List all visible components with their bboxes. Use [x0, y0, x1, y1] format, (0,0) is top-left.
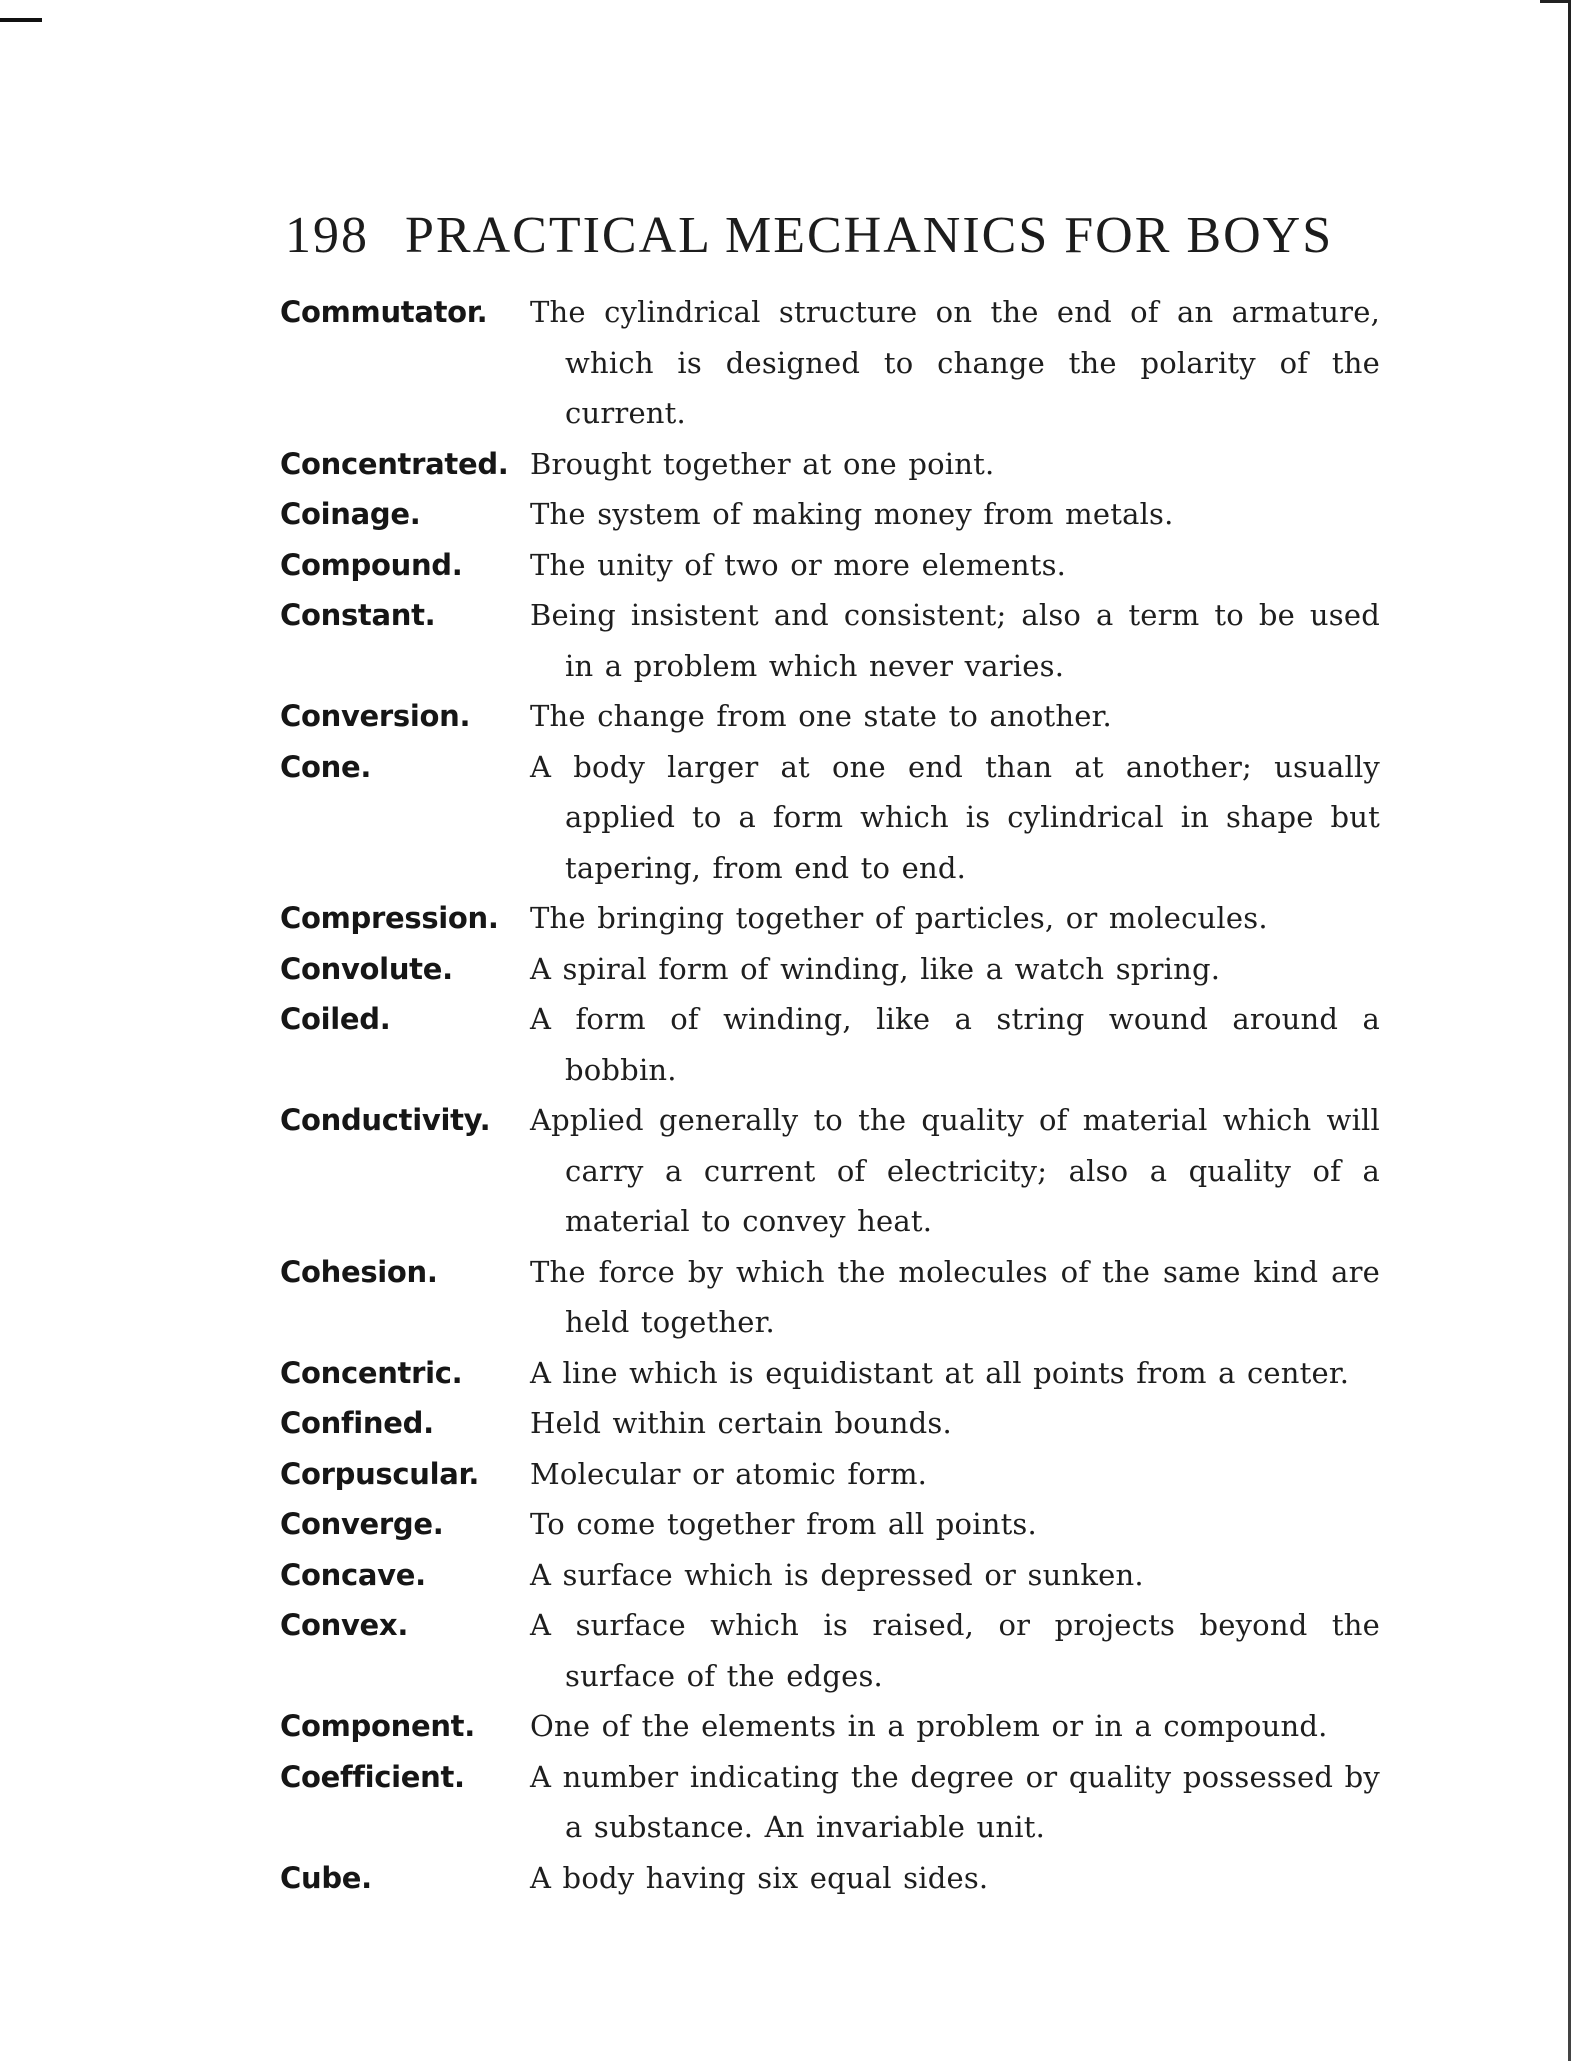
glossary-definition: The change from one state to another. [530, 699, 1112, 733]
glossary-term: Confined. [280, 1406, 434, 1440]
glossary-entry [280, 1247, 1380, 1348]
glossary-definition: A surface which is depressed or sunken. [530, 1557, 1144, 1592]
scan-edge-tick-right [1540, 0, 1570, 3]
glossary-definition: Molecular or atomic form. [530, 1456, 928, 1491]
glossary-term: Conversion. [280, 699, 471, 733]
glossary-term: Constant. [280, 598, 436, 632]
glossary-definition: Being insistent and consistent; also a term to be used in a problem which never varies. [530, 598, 1380, 683]
glossary-entry [280, 1348, 1380, 1399]
glossary-term: Convex. [280, 1608, 409, 1642]
glossary-entry [280, 287, 1380, 439]
glossary-term: Cohesion. [280, 1254, 438, 1289]
glossary-definition: The system of making money from metals. [530, 497, 1174, 531]
glossary-entry [280, 439, 1380, 490]
glossary-term: Cube. [280, 1860, 372, 1895]
glossary-definition: The bringing together of particles, or molecules. [530, 901, 1268, 935]
glossary-term: Compression. [280, 901, 499, 935]
glossary-definition: A body having six equal sides. [530, 1860, 989, 1895]
glossary-definition: A number indicating the degree or quality possessed by a substance. An invariable unit. [530, 1759, 1380, 1844]
glossary-entry [280, 540, 1380, 591]
scan-edge-rule-right [1568, 0, 1571, 2061]
glossary-entry [280, 1752, 1380, 1853]
glossary-list [280, 287, 1380, 1903]
glossary-term: Coefficient. [280, 1759, 465, 1794]
glossary-definition: To come together from all points. [530, 1507, 1037, 1541]
glossary-entry [280, 691, 1380, 742]
glossary-entry [280, 1095, 1380, 1247]
glossary-term: Concentrated. [280, 446, 509, 481]
glossary-term: Conductivity. [280, 1103, 491, 1137]
glossary-definition: Held within certain bounds. [530, 1406, 952, 1440]
glossary-entry [280, 489, 1380, 540]
glossary-term: Cone. [280, 749, 372, 784]
glossary-term: Coiled. [280, 1002, 391, 1036]
glossary-term: Converge. [280, 1507, 444, 1541]
running-header [285, 206, 1395, 265]
glossary-term: Commutator. [280, 295, 488, 329]
glossary-term: Component. [280, 1709, 475, 1743]
glossary-definition: One of the elements in a problem or in a compound. [530, 1709, 1328, 1743]
glossary-entry [280, 1499, 1380, 1550]
glossary-definition: Applied generally to the quality of material which will carry a current of electricity; also a quality of a material to convey heat. [530, 1103, 1380, 1238]
glossary-entry [280, 994, 1380, 1095]
glossary-entry [280, 590, 1380, 691]
glossary-term: Coinage. [280, 497, 421, 531]
glossary-definition: A spiral form of winding, like a watch spring. [530, 951, 1221, 986]
scan-edge-mark-left [0, 18, 42, 22]
glossary-term: Corpuscular. [280, 1456, 480, 1491]
glossary-entry [280, 944, 1380, 995]
glossary-entry [280, 1550, 1380, 1601]
glossary-entry [280, 893, 1380, 944]
book-title: PRACTICAL MECHANICS FOR BOYS [405, 207, 1334, 264]
page-number: 198 [285, 207, 369, 264]
glossary-entry [280, 1600, 1380, 1701]
glossary-term: Concave. [280, 1557, 426, 1592]
glossary-definition: A form of winding, like a string wound around a bobbin. [530, 1002, 1380, 1087]
glossary-definition: The cylindrical structure on the end of an armature, which is designed to change the polarity of the current. [530, 295, 1380, 430]
glossary-entry [280, 1449, 1380, 1500]
glossary-entry [280, 1398, 1380, 1449]
glossary-entry [280, 742, 1380, 894]
glossary-definition: A body larger at one end than at another; usually applied to a form which is cylindrical in shape but tapering, from end to end. [530, 749, 1380, 885]
glossary-definition: The unity of two or more elements. [530, 547, 1067, 582]
glossary-entry [280, 1853, 1380, 1904]
glossary-definition: A line which is equidistant at all points from a center. [530, 1355, 1350, 1390]
glossary-entry [280, 1701, 1380, 1752]
glossary-definition: Brought together at one point. [530, 446, 995, 481]
glossary-definition: The force by which the molecules of the same kind are held together. [530, 1254, 1380, 1339]
glossary-term: Compound. [280, 547, 463, 582]
glossary-term: Convolute. [280, 951, 453, 986]
glossary-term: Concentric. [280, 1355, 463, 1390]
glossary-definition: A surface which is raised, or projects beyond the surface of the edges. [530, 1608, 1380, 1693]
